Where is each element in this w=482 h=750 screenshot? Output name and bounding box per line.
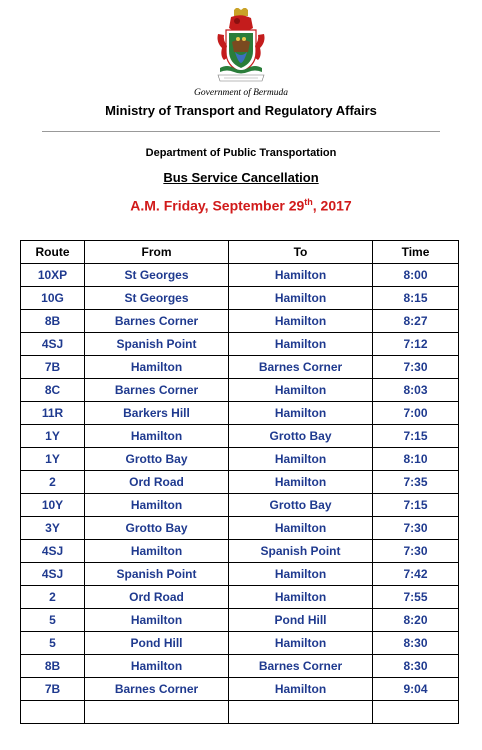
table-header-row <box>21 241 459 264</box>
time-cell: 8:30 <box>373 632 459 655</box>
to-cell: Hamilton <box>229 333 373 356</box>
time-cell: 7:30 <box>373 540 459 563</box>
route-cell: 7B <box>21 356 85 379</box>
time-cell: 8:00 <box>373 264 459 287</box>
column-header-from: From <box>85 241 229 264</box>
to-cell: Hamilton <box>229 517 373 540</box>
from-cell: Hamilton <box>85 540 229 563</box>
time-cell <box>373 701 459 724</box>
route-cell: 4SJ <box>21 540 85 563</box>
to-cell: Hamilton <box>229 632 373 655</box>
to-cell: Hamilton <box>229 563 373 586</box>
notice-date <box>0 197 482 214</box>
to-cell: Hamilton <box>229 310 373 333</box>
route-cell: 11R <box>21 402 85 425</box>
table-row <box>21 494 459 517</box>
time-cell: 7:12 <box>373 333 459 356</box>
column-header-to: To <box>229 241 373 264</box>
route-cell: 8C <box>21 379 85 402</box>
from-cell: Barnes Corner <box>85 678 229 701</box>
table-row <box>21 678 459 701</box>
table-row <box>21 333 459 356</box>
time-cell: 8:15 <box>373 287 459 310</box>
from-cell: St Georges <box>85 287 229 310</box>
table-row <box>21 425 459 448</box>
time-cell: 8:03 <box>373 379 459 402</box>
from-cell: St Georges <box>85 264 229 287</box>
to-cell: Barnes Corner <box>229 356 373 379</box>
date-prefix: A.M. Friday, September 29 <box>130 197 305 214</box>
from-cell: Grotto Bay <box>85 448 229 471</box>
to-cell: Hamilton <box>229 379 373 402</box>
table-row <box>21 655 459 678</box>
route-cell <box>21 701 85 724</box>
table-row <box>21 563 459 586</box>
from-cell: Barnes Corner <box>85 310 229 333</box>
route-cell: 8B <box>21 310 85 333</box>
to-cell: Spanish Point <box>229 540 373 563</box>
to-cell: Grotto Bay <box>229 425 373 448</box>
table-row <box>21 448 459 471</box>
header-divider <box>42 131 440 132</box>
from-cell: Hamilton <box>85 425 229 448</box>
from-cell: Pond Hill <box>85 632 229 655</box>
route-cell: 10Y <box>21 494 85 517</box>
table-row <box>21 609 459 632</box>
table-body <box>21 264 459 724</box>
table-row <box>21 287 459 310</box>
time-cell: 7:30 <box>373 517 459 540</box>
time-cell: 7:15 <box>373 425 459 448</box>
to-cell: Barnes Corner <box>229 655 373 678</box>
route-cell: 5 <box>21 609 85 632</box>
route-cell: 4SJ <box>21 333 85 356</box>
route-cell: 1Y <box>21 425 85 448</box>
route-cell: 8B <box>21 655 85 678</box>
bermuda-coat-of-arms-icon <box>214 8 268 86</box>
table-row <box>21 310 459 333</box>
time-cell: 7:35 <box>373 471 459 494</box>
time-cell: 8:10 <box>373 448 459 471</box>
time-cell: 7:55 <box>373 586 459 609</box>
notice-title: Bus Service Cancellation <box>163 170 319 185</box>
from-cell: Ord Road <box>85 586 229 609</box>
to-cell: Hamilton <box>229 287 373 310</box>
from-cell: Hamilton <box>85 356 229 379</box>
column-header-time: Time <box>373 241 459 264</box>
to-cell: Pond Hill <box>229 609 373 632</box>
time-cell: 7:30 <box>373 356 459 379</box>
table-row <box>21 471 459 494</box>
route-cell: 2 <box>21 471 85 494</box>
date-year: , 2017 <box>312 197 352 214</box>
from-cell: Grotto Bay <box>85 517 229 540</box>
date-ordinal: th <box>304 197 313 207</box>
route-cell: 1Y <box>21 448 85 471</box>
time-cell: 7:00 <box>373 402 459 425</box>
table-row <box>21 632 459 655</box>
department-name: Department of Public Transportation <box>145 147 337 159</box>
cancellation-table <box>20 240 459 724</box>
from-cell: Barnes Corner <box>85 379 229 402</box>
time-cell: 9:04 <box>373 678 459 701</box>
from-cell: Spanish Point <box>85 333 229 356</box>
table-row <box>21 517 459 540</box>
from-cell: Hamilton <box>85 494 229 517</box>
from-cell: Barkers Hill <box>85 402 229 425</box>
route-cell: 10XP <box>21 264 85 287</box>
route-cell: 5 <box>21 632 85 655</box>
to-cell: Hamilton <box>229 448 373 471</box>
time-cell: 8:27 <box>373 310 459 333</box>
time-cell: 7:42 <box>373 563 459 586</box>
time-cell: 8:30 <box>373 655 459 678</box>
to-cell <box>229 701 373 724</box>
route-cell: 10G <box>21 287 85 310</box>
route-cell: 4SJ <box>21 563 85 586</box>
table-row <box>21 701 459 724</box>
to-cell: Hamilton <box>229 402 373 425</box>
to-cell: Grotto Bay <box>229 494 373 517</box>
to-cell: Hamilton <box>229 678 373 701</box>
column-header-route: Route <box>21 241 85 264</box>
table-row <box>21 540 459 563</box>
to-cell: Hamilton <box>229 471 373 494</box>
from-cell: Spanish Point <box>85 563 229 586</box>
route-cell: 2 <box>21 586 85 609</box>
from-cell: Hamilton <box>85 609 229 632</box>
from-cell: Ord Road <box>85 471 229 494</box>
route-cell: 3Y <box>21 517 85 540</box>
table-row <box>21 379 459 402</box>
time-cell: 8:20 <box>373 609 459 632</box>
route-cell: 7B <box>21 678 85 701</box>
table-row <box>21 586 459 609</box>
table-row <box>21 402 459 425</box>
to-cell: Hamilton <box>229 264 373 287</box>
table-row <box>21 264 459 287</box>
ministry-name: Ministry of Transport and Regulatory Affairs <box>105 103 377 118</box>
table-row <box>21 356 459 379</box>
time-cell: 7:15 <box>373 494 459 517</box>
from-cell <box>85 701 229 724</box>
to-cell: Hamilton <box>229 586 373 609</box>
government-line: Government of Bermuda <box>194 88 288 98</box>
from-cell: Hamilton <box>85 655 229 678</box>
